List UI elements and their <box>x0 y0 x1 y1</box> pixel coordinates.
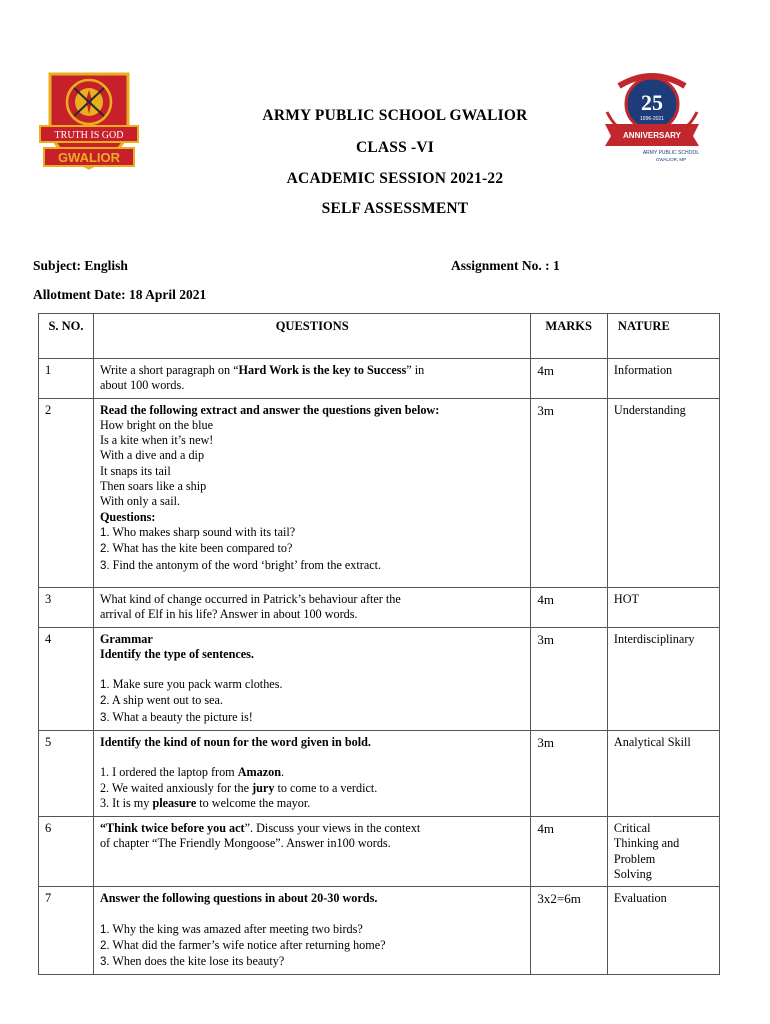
marks-cell: 3m <box>531 731 608 817</box>
session-title: ACADEMIC SESSION 2021-22 <box>286 170 504 187</box>
question-cell: Write a short paragraph on “Hard Work is the key to Success” in about 100 words. <box>93 359 530 399</box>
header-marks: MARKS <box>531 314 608 359</box>
row-number: 4 <box>39 627 94 730</box>
svg-text:1996-2021: 1996-2021 <box>640 116 664 122</box>
nature-cell: Information <box>607 359 719 399</box>
row-number: 2 <box>39 398 94 587</box>
marks-cell: 4m <box>531 587 608 627</box>
poem-line: Then soars like a ship <box>99 479 207 494</box>
marks-cell: 3m <box>531 627 608 730</box>
nature-cell: Critical Thinking and Problem Solving <box>607 817 719 887</box>
svg-text:TRUTH IS GOD: TRUTH IS GOD <box>54 130 124 141</box>
nature-cell: HOT <box>607 587 719 627</box>
row-number: 5 <box>39 731 94 817</box>
poem-line: It snaps its tail <box>99 463 171 478</box>
question-cell: Answer the following questions in about 20-30 words. 1. Why the king was amazed after meeting two birds? 2. What did the farmer’s wife notice after returning home? 3. When does the kite lose its beauty? <box>93 887 530 975</box>
table-row <box>39 398 720 587</box>
sub-question: 3. Find the antonym of the word ‘bright’ from the extract. <box>99 557 382 572</box>
marks-cell: 4m <box>531 817 608 887</box>
question-cell: “Think twice before you act”. Discuss your views in the context of chapter “The Friendly Mongoose”. Answer in100 words. <box>93 817 530 887</box>
table-row <box>39 887 720 975</box>
svg-text:ARMY PUBLIC SCHOOL: ARMY PUBLIC SCHOOL <box>642 150 700 156</box>
noun-item: 3. It is my pleasure to welcome the mayor. <box>99 795 311 810</box>
class-title: CLASS -VI <box>355 139 435 156</box>
row-number: 1 <box>39 359 94 399</box>
assignment-number: Assignment No. : 1 <box>451 258 560 273</box>
table-row <box>39 817 720 887</box>
question-cell: Identify the kind of noun for the word given in bold. 1. I ordered the laptop from Amazon. 2. We waited anxiously for the jury to come to a verdict. 3. It is my pleasure to welcome the mayor. <box>93 731 530 817</box>
table-row <box>39 359 720 399</box>
question-cell: Read the following extract and answer the questions given below: How bright on the blue Is a kite when it’s new! With a dive and a dip It snaps its tail Then soars like a ship With only a sail. Questions: 1. Who makes sharp sound with its tail? 2. What has the kite been compared to? 3. Find the antonym of the word ‘bright’ from the extract. <box>93 398 530 587</box>
svg-text:GWALIOR, MP: GWALIOR, MP <box>655 157 687 162</box>
svg-text:25: 25 <box>641 90 663 115</box>
subject-label: Subject: English <box>33 258 128 273</box>
marks-cell: 3x2=6m <box>531 887 608 975</box>
row-number: 6 <box>39 817 94 887</box>
grammar-item: 1. Make sure you pack warm clothes. <box>99 677 283 692</box>
sub-question: 1. Who makes sharp sound with its tail? <box>99 524 296 539</box>
table-header-row <box>39 314 720 359</box>
table-row <box>39 627 720 730</box>
header-nature: NATURE <box>607 314 719 359</box>
nature-cell: Evaluation <box>607 887 719 975</box>
school-crest-logo <box>36 68 142 174</box>
svg-text:ANNIVERSARY: ANNIVERSARY <box>623 131 681 140</box>
header-sno: S. NO. <box>39 314 94 359</box>
noun-item: 2. We waited anxiously for the jury to come to a verdict. <box>99 780 378 795</box>
question-cell: Grammar Identify the type of sentences. 1. Make sure you pack warm clothes. 2. A ship went out to sea. 3. What a beauty the picture is! <box>93 627 530 730</box>
grammar-item: 3. What a beauty the picture is! <box>99 709 253 724</box>
marks-cell: 4m <box>531 359 608 399</box>
sub-question: 3. When does the kite lose its beauty? <box>99 954 285 969</box>
nature-cell: Understanding <box>607 398 719 587</box>
school-name: ARMY PUBLIC SCHOOL GWALIOR <box>262 107 528 124</box>
allotment-date: Allotment Date: 18 April 2021 <box>33 287 207 302</box>
assessment-title: SELF ASSESSMENT <box>321 200 469 217</box>
sub-question: 1. Why the king was amazed after meeting two birds? <box>99 921 363 936</box>
row-number: 3 <box>39 587 94 627</box>
nature-cell: Analytical Skill <box>607 731 719 817</box>
row-number: 7 <box>39 887 94 975</box>
noun-item: 1. I ordered the laptop from Amazon. <box>99 765 285 780</box>
assignment-table <box>38 313 720 975</box>
header-questions: QUESTIONS <box>93 314 530 359</box>
nature-cell: Interdisciplinary <box>607 627 719 730</box>
poem-line: Is a kite when it’s new! <box>99 433 214 448</box>
marks-cell: 3m <box>531 398 608 587</box>
sub-question: 2. What has the kite been compared to? <box>99 541 293 556</box>
question-cell: What kind of change occurred in Patrick’s behaviour after the arrival of Elf in his life? Answer in about 100 words. <box>93 587 530 627</box>
poem-line: With only a sail. <box>99 494 181 509</box>
svg-text:GWALIOR: GWALIOR <box>57 150 121 165</box>
poem-line: With a dive and a dip <box>99 448 205 463</box>
sub-question: 2. What did the farmer’s wife notice after returning home? <box>99 937 386 952</box>
grammar-item: 2. A ship went out to sea. <box>99 693 223 708</box>
table-row <box>39 587 720 627</box>
table-row <box>39 731 720 817</box>
poem-line: How bright on the blue <box>99 417 214 432</box>
